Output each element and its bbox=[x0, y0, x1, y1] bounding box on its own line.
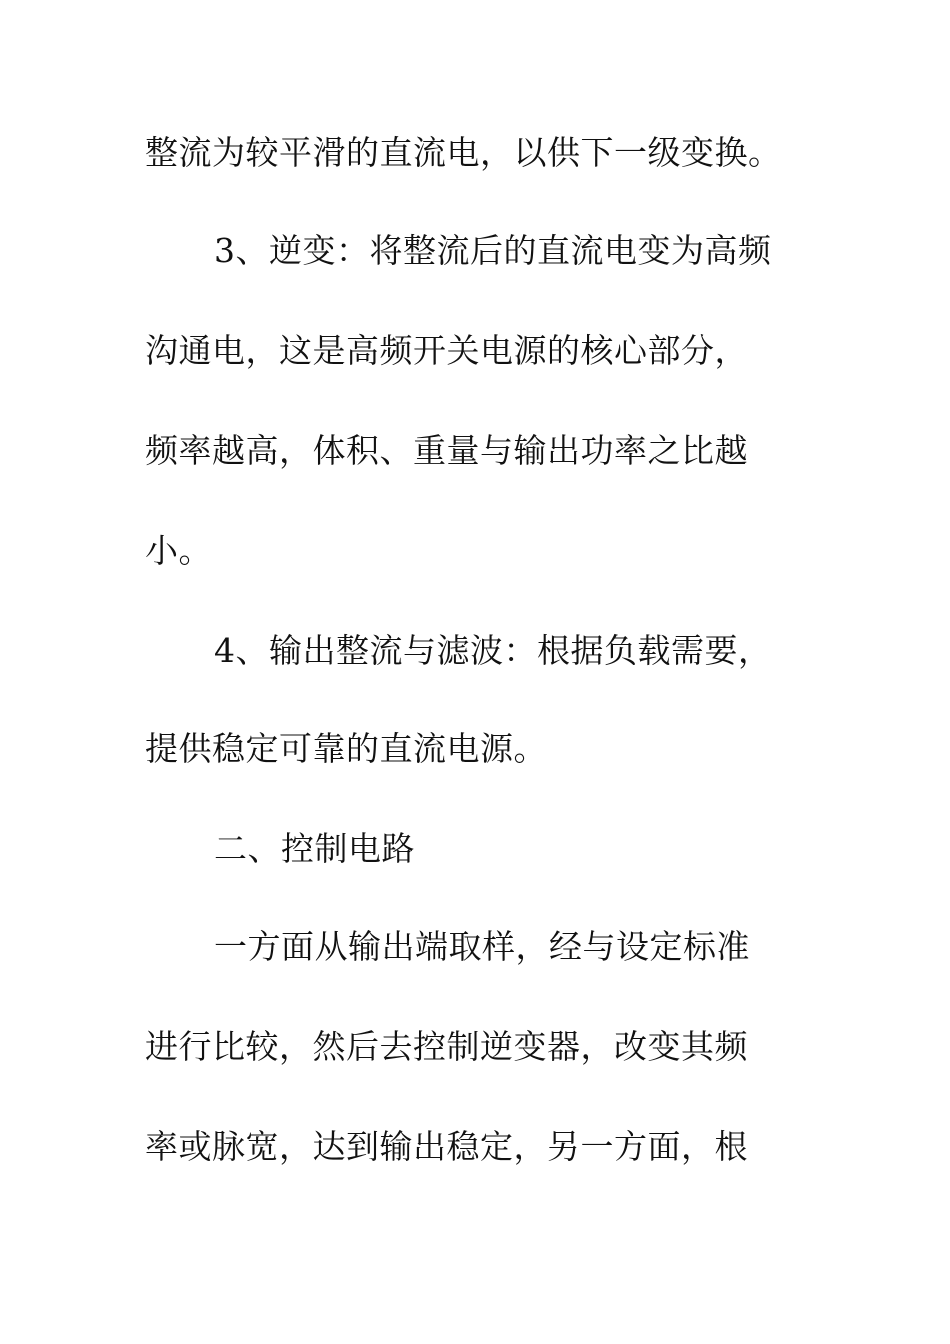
text-line-5: 小。 bbox=[145, 531, 212, 570]
text-line-2: 3、逆变：将整流后的直流电变为高频 bbox=[214, 231, 772, 270]
section-heading: 二、控制电路 bbox=[214, 829, 415, 868]
text-line-4: 频率越高，体积、重量与输出功率之比越 bbox=[145, 431, 748, 470]
text-line-10: 进行比较，然后去控制逆变器，改变其频 bbox=[145, 1027, 748, 1066]
text-line-7: 提供稳定可靠的直流电源。 bbox=[145, 729, 547, 768]
text-line-6: 4、输出整流与滤波：根据负载需要， bbox=[214, 631, 772, 670]
text-line-11: 率或脉宽，达到输出稳定，另一方面，根 bbox=[145, 1127, 748, 1166]
text-line-9: 一方面从输出端取样，经与设定标准 bbox=[214, 927, 750, 966]
text-line-3: 沟通电，这是高频开关电源的核心部分， bbox=[145, 331, 748, 370]
text-line-1: 整流为较平滑的直流电，以供下一级变换。 bbox=[145, 133, 782, 172]
